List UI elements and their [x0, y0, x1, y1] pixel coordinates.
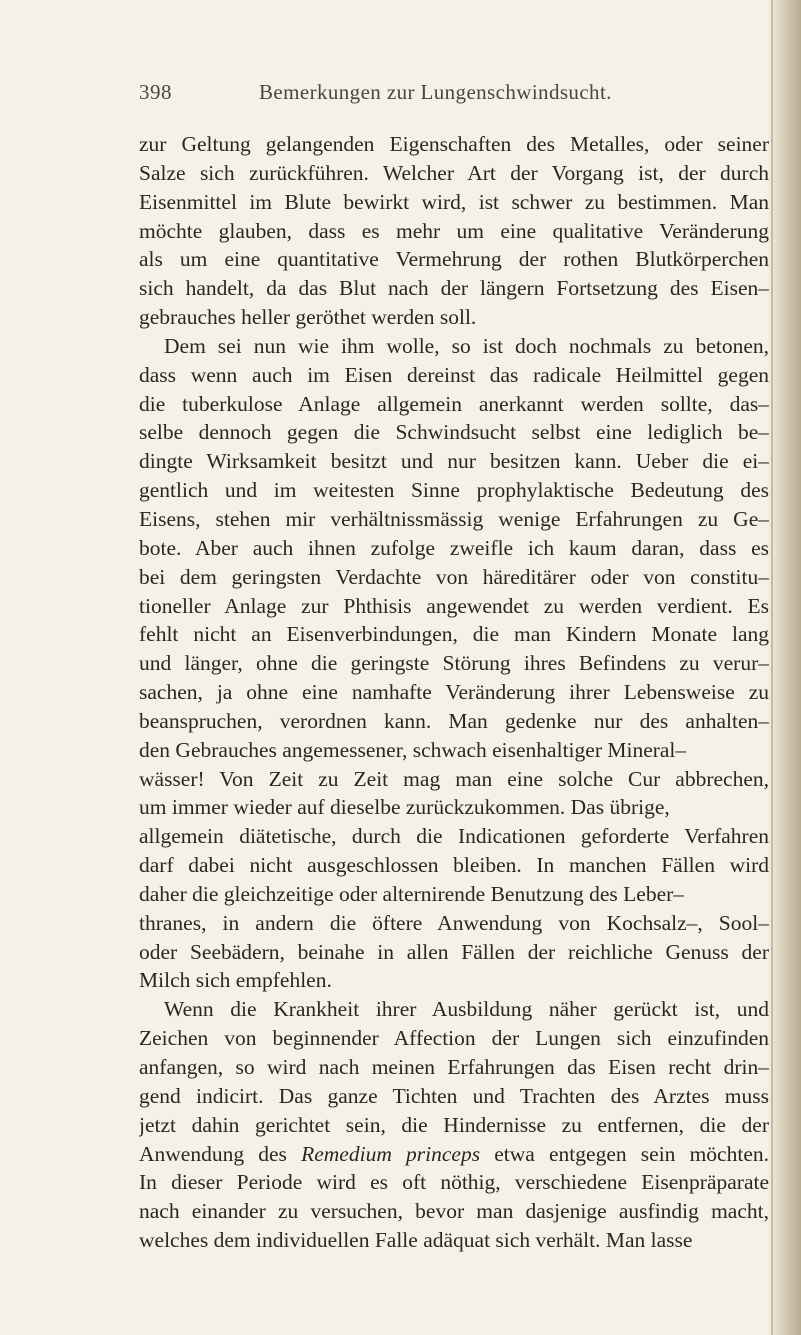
text-line: anfangen, so wird nach meinen Erfahrungen das Eisen recht drin– [139, 1055, 769, 1079]
text-line: Eisenmittel im Blute bewirkt wird, ist schwer zu bestimmen. Man [139, 189, 769, 214]
text-line: daher die gleichzeitige oder alternirende Benutzung des Leber– [139, 881, 685, 906]
text-line: bote. Aber auch ihnen zufolge zweifle ich kaum daran, dass es [139, 535, 769, 560]
text-line: dingte Wirksamkeit besitzt und nur besitzen kann. Ueber die ei– [139, 449, 769, 474]
text-line: gebrauches heller geröthet werden soll. [139, 305, 477, 330]
body-text [139, 130, 769, 1255]
text-line: selbe dennoch gegen die Schwindsucht selbst eine lediglich be– [139, 420, 769, 445]
text-line: Milch sich empfehlen. [139, 968, 332, 993]
text-line: gend indicirt. Das ganze Tichten und Trachten des Arztes muss [139, 1083, 769, 1108]
running-title: Bemerkungen zur Lungenschwindsucht. [259, 80, 612, 104]
text-line: nach einander zu versuchen, bevor man dasjenige ausfindig macht, [139, 1199, 769, 1224]
text-line: zur Geltung gelangenden Eigenschaften des Metalles, oder seiner [139, 132, 769, 156]
text-line: Eisens, stehen mir verhältnissmässig wenige Erfahrungen zu Ge– [139, 506, 769, 531]
text-line: die tuberkulose Anlage allgemein anerkannt werden sollte, das– [139, 391, 769, 416]
text-line: Dem sei nun wie ihm wolle, so ist doch nochmals zu betonen, [164, 333, 769, 358]
text-line: Wenn die Krankheit ihrer Ausbildung näher gerückt ist, und [164, 997, 769, 1022]
text-segment: etwa entgegen sein möchten. [480, 1141, 769, 1166]
text-line: als um eine quantitative Vermehrung der rothen Blutkörperchen [139, 247, 769, 272]
text-line: beanspruchen, verordnen kann. Man gedenke nur des anhalten– [139, 708, 769, 733]
italic-term: Remedium princeps [301, 1141, 481, 1166]
text-line [139, 1140, 769, 1169]
text-line: wässer! Von Zeit zu Zeit mag man eine solche Cur abbrechen, [139, 766, 769, 791]
text-line: welches dem individuellen Falle adäquat sich verhält. Man lasse [139, 1228, 693, 1253]
text-line: jetzt dahin gerichtet sein, die Hindernisse zu entfernen, die der [139, 1112, 769, 1137]
text-line: sich handelt, da das Blut nach der längern Fortsetzung des Eisen– [139, 276, 769, 301]
text-line: sachen, ja ohne eine namhafte Veränderung ihrer Lebensweise zu [139, 680, 769, 705]
text-line: möchte glauben, dass es mehr um eine qualitative Veränderung [139, 218, 769, 243]
text-line: In dieser Periode wird es oft nöthig, verschiedene Eisenpräparate [139, 1170, 769, 1195]
text-line: Salze sich zurückführen. Welcher Art der Vorgang ist, der durch [139, 160, 769, 185]
text-line: den Gebrauches angemessener, schwach eisenhaltiger Mineral– [139, 737, 687, 762]
text-line: tioneller Anlage zur Phthisis angewendet zu werden verdient. Es [139, 593, 769, 618]
text-line: oder Seebädern, beinahe in allen Fällen der reichliche Genuss der [139, 939, 769, 964]
text-line: thranes, in andern die öftere Anwendung von Kochsalz–, Sool– [139, 910, 769, 935]
text-line: Zeichen von beginnender Affection der Lungen sich einzufinden [139, 1026, 769, 1051]
text-line: allgemein diätetische, durch die Indicationen geforderte Verfahren [139, 824, 769, 849]
page-number: 398 [139, 80, 172, 104]
text-line: bei dem geringsten Verdachte von häreditärer oder von constitu– [139, 564, 769, 589]
text-segment: Anwendung des [139, 1141, 302, 1166]
text-line: und länger, ohne die geringste Störung ihres Befindens zu verur– [139, 651, 769, 676]
page-edge-line [771, 0, 773, 1335]
text-line: um immer wieder auf dieselbe zurückzukommen. Das übrige, [139, 795, 670, 820]
page-header [139, 80, 679, 110]
text-line: fehlt nicht an Eisenverbindungen, die man Kindern Monate lang [139, 622, 769, 647]
text-line: gentlich und im weitesten Sinne prophylaktische Bedeutung des [139, 478, 769, 503]
text-line: darf dabei nicht ausgeschlossen bleiben. In manchen Fällen wird [139, 853, 769, 878]
text-line: dass wenn auch im Eisen dereinst das radicale Heilmittel gegen [139, 362, 769, 387]
